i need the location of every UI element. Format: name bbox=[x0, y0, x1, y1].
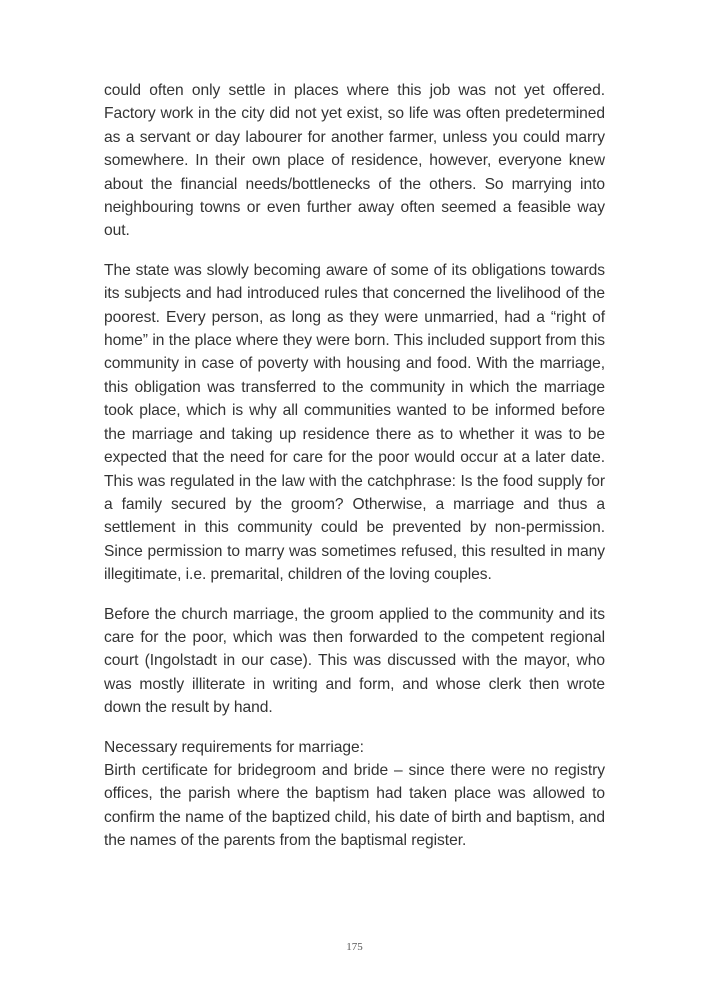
paragraph-requirements bbox=[104, 736, 605, 853]
page-number: 175 bbox=[346, 941, 363, 953]
requirements-text: Birth certificate for bridegroom and bride – since there were no registry offices, the parish where the baptism had taken place was allowed to confirm the name of the baptized child, his date of birth and baptism, and the names of the parents from the baptismal register. bbox=[104, 761, 605, 850]
paragraph-right-of-home: The state was slowly becoming aware of some of its obligations towards its subjects and had introduced rules that concerned the livelihood of the poorest. Every person, as long as they were unmarried, had a “right of home” in the place where they were born. This included support from this community in case of poverty with housing and food. With the marriage, this obligation was transferred to the community in which the marriage took place, which is why all communities wanted to be informed before the marriage and taking up residence there as to whether it was to be expected that the need for care for the poor would occur at a later date. This was regulated in the law with the catchphrase: Is the food supply for a family secured by the groom? Otherwise, a marriage and thus a settlement in this community could be prevented by non-permission. Since permission to marry was sometimes refused, this resulted in many illegitimate, i.e. premarital, children of the loving couples. bbox=[104, 261, 605, 584]
paragraph-settlement: could often only settle in places where this job was not yet offered. Factory work in the city did not yet exist, so life was often predetermined as a servant or day labourer for another farmer, unless you could marry somewhere. In their own place of residence, however, everyone knew about the financial needs/bottlenecks of the others. So marrying into neighbouring towns or even further away often seemed a feasible way out. bbox=[104, 82, 605, 240]
body-text bbox=[104, 79, 605, 853]
requirements-heading: Necessary requirements for marriage: bbox=[104, 738, 364, 756]
paragraph-church-marriage: Before the church marriage, the groom applied to the community and its care for the poor, which was then forwarded to the competent regional court (Ingolstadt in our case). This was discussed with the mayor, who was mostly illiterate in writing and form, and whose clerk then wrote down the result by hand. bbox=[104, 605, 605, 717]
